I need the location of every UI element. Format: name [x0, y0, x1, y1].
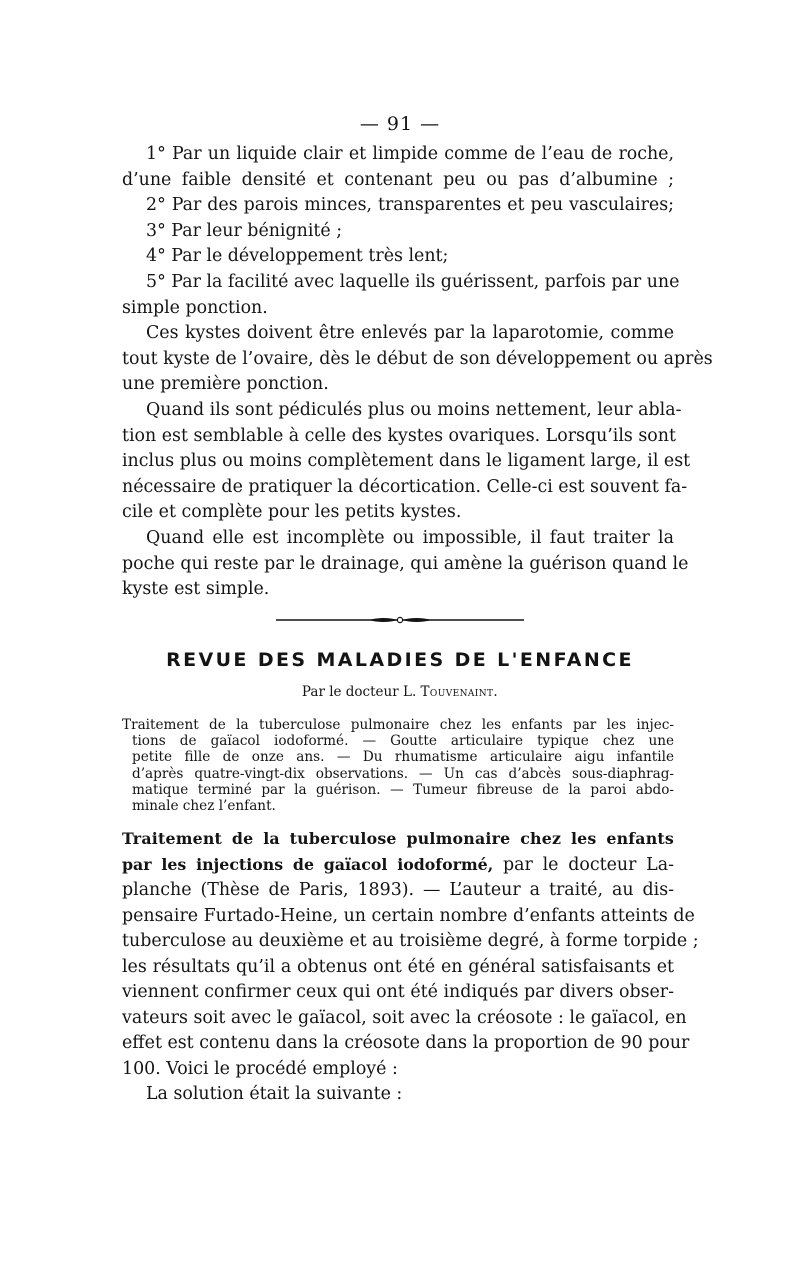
- text-line: Ces kystes doivent être enlevés par la laparotomie, comme: [146, 323, 674, 344]
- text-line: cile et complète pour les petits kystes.: [122, 502, 462, 523]
- text-line: 100. Voici le procédé employé :: [122, 1058, 398, 1079]
- body-text: [122, 142, 713, 603]
- text-line: tions de gaïacol iodoformé. — Goutte articulaire typique chez une: [132, 733, 674, 750]
- text-line: Traitement de la tuberculose pulmonaire chez les enfants par les injec-: [122, 717, 674, 733]
- text-line: tout kyste de l’ovaire, dès le début de son développement ou après: [122, 348, 713, 369]
- text-line: 2° Par des parois minces, transparentes et peu vasculaires;: [146, 195, 674, 216]
- text-line: Quand ils sont pédiculés plus ou moins nettement, leur abla-: [146, 399, 682, 420]
- text-line: 5° Par la facilité avec laquelle ils guérissent, parfois par une: [146, 271, 680, 292]
- page-number: — 91 —: [359, 113, 441, 135]
- article-title-rest: par le docteur La-: [493, 854, 674, 875]
- text-line: les résultats qu’il a obtenus ont été en général satisfaisants et: [122, 956, 674, 977]
- text-line: 4° Par le développement très lent;: [146, 246, 449, 267]
- text-line: une première ponction.: [122, 374, 329, 395]
- text-line: tuberculose au deuxième et au troisième degré, à forme torpide ;: [122, 931, 699, 951]
- text-line: Quand elle est incomplète ou impossible, il faut traiter la: [146, 527, 674, 548]
- text-line: 3° Par leur bénignité ;: [146, 220, 343, 241]
- text-line: 1° Par un liquide clair et limpide comme de l’eau de roche,: [146, 144, 674, 164]
- byline: [0, 684, 800, 700]
- text-line: inclus plus ou moins complètement dans le ligament large, il est: [122, 451, 691, 472]
- text-line: nécessaire de pratiquer la décortication. Celle-ci est souvent fa-: [122, 476, 688, 497]
- ornamental-rule: [276, 616, 524, 624]
- text-line: simple ponction.: [122, 297, 268, 318]
- article: [122, 826, 699, 1108]
- text-line: planche (Thèse de Paris, 1893). — L’auteur a traité, au dis-: [122, 880, 674, 900]
- text-line: viennent confirmer ceux qui ont été indiqués par divers obser-: [122, 982, 674, 1002]
- text-line: d’après quatre-vingt-dix observations. — Un cas d’abcès sous-diaphrag-: [132, 765, 674, 782]
- article-title-line-2: [122, 852, 674, 879]
- text-line: poche qui reste par le drainage, qui amène la guérison quand le: [122, 553, 689, 574]
- text-line: pensaire Furtado-Heine, un certain nombre d’enfants atteints de: [122, 905, 695, 926]
- text-line: matique terminé par la guérison. — Tumeur fibreuse de la paroi abdo-: [132, 781, 674, 798]
- text-line: La solution était la suivante :: [146, 1084, 403, 1104]
- section-title: REVUE DES MALADIES DE L'ENFANCE: [166, 649, 634, 671]
- text-line: tion est semblable à celle des kystes ovariques. Lorsqu’ils sont: [122, 425, 676, 446]
- text-line: effet est contenu dans la créosote dans la proportion de 90 pour: [122, 1033, 690, 1053]
- text-line: kyste est simple.: [122, 579, 270, 600]
- article-body: [122, 878, 699, 1108]
- section-summary: [122, 717, 674, 814]
- article-title-line: Traitement de la tuberculose pulmonaire chez les enfants: [122, 829, 674, 848]
- text-line: petite fille de onze ans. — Du rhumatisme articulaire aigu infantile: [132, 749, 674, 766]
- byline-prefix: Par le docteur L.: [301, 684, 417, 700]
- text-line: d’une faible densité et contenant peu ou pas d’albumine ;: [122, 169, 674, 190]
- byline-author: Touvenaint.: [420, 684, 499, 700]
- article-title-bold: par les injections de gaïacol iodoformé,: [122, 854, 494, 874]
- text-line: minale chez l’enfant.: [132, 798, 276, 815]
- text-line: vateurs soit avec le gaïacol, soit avec la créosote : le gaïacol, en: [122, 1007, 687, 1028]
